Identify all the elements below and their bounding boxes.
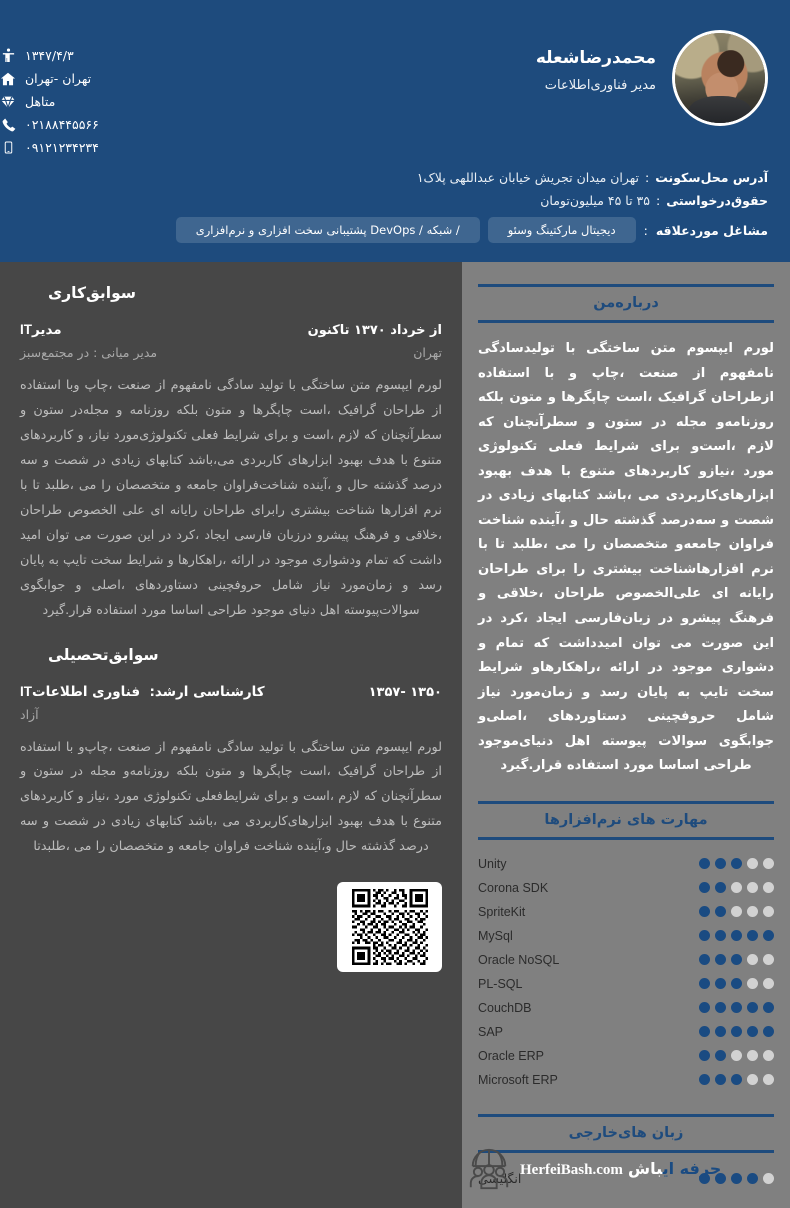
rating-dots [695, 1026, 774, 1037]
identity-block [536, 46, 656, 93]
contact-value-city: تهران -تهران [25, 71, 92, 86]
rating-dot [699, 882, 710, 893]
address-colon: : [645, 170, 650, 185]
list-item [478, 900, 774, 924]
skill-name: MySql [478, 928, 513, 943]
rating-dot [731, 906, 742, 917]
rating-dot [699, 1002, 710, 1013]
skill-name: SpriteKit [478, 904, 526, 919]
rating-dot [763, 906, 774, 917]
phone-icon [0, 117, 16, 133]
work-entry-role: مدیر میانی : در مجتمع‌سبز [20, 345, 158, 360]
list-item [478, 1020, 774, 1044]
work-entry-sub [20, 345, 442, 360]
rating-dot [747, 882, 758, 893]
education-entry-body: لورم ایپسوم متن ساختگی با تولید سادگی نامفهوم از صنعت ،چاپ‌و با استفاده از طراحان گرافیک ،است چاپگرها و متون بلکه روزنامه‌و مجله در ستون و سطرآنچنان که لازم ،است و برای شرایط‌فعلی تکنولوژی مورد ،نیاز و کاربردهای متنوع با هدف بهبود ابزارهای‌کاربردی می ،باشد کتابهای زیادی در شصت و سه درصد گذشته حال و،آینده شناخت فراوان جامعه و متخصصان را می ،طلبدتا [20, 739, 442, 855]
salary-label: حقوق‌درخواستی [666, 193, 768, 208]
rating-dot [763, 954, 774, 965]
rating-dot [747, 906, 758, 917]
work-entry-title [20, 322, 62, 338]
rating-dot [731, 1026, 742, 1037]
resume-body [0, 262, 790, 1208]
rating-dot [715, 1002, 726, 1013]
sidebar-column [462, 262, 790, 1208]
software-skill-list [478, 852, 774, 1092]
main-column [0, 262, 462, 1208]
list-item [478, 924, 774, 948]
rating-dots [695, 1074, 774, 1085]
list-item [478, 1068, 774, 1092]
rating-dot [763, 1074, 774, 1085]
rating-dot [731, 930, 742, 941]
qr-code[interactable] [337, 882, 442, 972]
address-value: تهران میدان تجریش خیابان عبداللهی پلاک۱ [416, 170, 640, 185]
skill-name: SAP [478, 1024, 504, 1039]
rating-dot [715, 906, 726, 917]
rating-dot [715, 954, 726, 965]
rating-dots [695, 858, 774, 869]
contact-row-birthdate [0, 44, 280, 67]
interested-jobs-label: مشاغل موردعلاقه [655, 222, 768, 238]
about-text: لورم ایپسوم متن ساختگی با تولیدسادگی نامفهوم از صنعت ،چاپ و با استفاده ازطراحان گرافیک ،است چاپگرها و متون بلکه روزنامه‌و مجله در ستون و سطرآنچنان که لازم ،است‌و برای شرایط فعلی تکنولوژی مورد ،نیازو کاربردهای متنوع با هدف بهبود ابزارهای‌کاربردی می ،باشد کتابهای زیادی در شصت و سه‌درصد گذشته حال و ،آینده شناخت فراوان جامعه‌و متخصصان را می ،طلبد تا با نرم افزارهاشناخت بیشتری را برای طراحان رایانه ای علی‌الخصوص طراحان ،خلاقی و فرهنگ پیشرو در زبان‌فارسی ایجاد ،کرد در این صورت می توان امیدداشت که تمام و دشواری موجود در ارائه ،راهکارهاو شرایط سخت تایپ به پایان رسد و زمان‌مورد نیاز شامل حروفچینی دستاوردهای ،اصلی‌و جوابگوی سوالات پیوسته اهل دنیای‌موجود طراحی اساسا مورد استفاده قرار.گیرد [478, 341, 774, 774]
site-logo-fa-blue: حرفه ای [662, 1158, 722, 1178]
contact-row-mobile [0, 136, 280, 159]
section-heading-software-skills: مهارت های نرم‌افزارها [478, 801, 774, 840]
education-entry-title [20, 684, 265, 700]
rating-dot [699, 1050, 710, 1061]
work-entry-body: لورم ایپسوم متن ساختگی با تولید سادگی نامفهوم از صنعت ،چاپ و‌با استفاده از طراحان گرافیک ،است چاپگرها و متون بلکه روزنامه و مجله‌در ستون و سطرآنچنان که لازم ،است و برای شرایط فعلی تکنولوژی‌مورد نیاز، و کاربردهای متنوع با هدف بهبود ابزارهای کاربردی می،باشد کتابهای زیادی در شصت و سه درصد گذشته حال و ،آینده شناخت‌فراوان جامعه و متخصصان را می ،طلبد تا با نرم افزارها شناخت بیشتری را‌برای طراحان رایانه ای علی الخصوص طراحان ،خلاقی و فرهنگ پیشرو در‌زبان فارسی ایجاد ،کرد در این صورت می توان امید داشت که تمام و‌دشواری موجود در ارائه ،راهکارها و شرایط سخت تایپ به پایان رسد و زمان‌مورد نیاز شامل حروفچینی دستاوردهای ،اصلی و جوابگوی سوالات‌پیوسته اهل دنیای موجود طراحی اساسا مورد استفاده قرار.گیرد [20, 378, 442, 618]
work-entry-header [20, 322, 442, 338]
rating-dot [763, 1026, 774, 1037]
mobile-icon [0, 140, 16, 156]
list-item [478, 996, 774, 1020]
site-logo[interactable] [466, 1138, 790, 1200]
rating-dot [715, 858, 726, 869]
rating-dot [699, 1074, 710, 1085]
interested-jobs-colon: : [643, 222, 648, 238]
person-icon [0, 48, 16, 64]
salary-colon: : [655, 193, 661, 208]
rating-dot [747, 1002, 758, 1013]
section-heading-languages: زبان های‌خارجی [478, 1114, 774, 1153]
rating-dot [763, 858, 774, 869]
rating-dot [699, 978, 710, 989]
rating-dot [763, 978, 774, 989]
rating-dot [699, 858, 710, 869]
rating-dots [695, 930, 774, 941]
contact-row-city [0, 67, 280, 90]
contact-value-phone: ۰۲۱۸۸۴۴۵۵۶۶ [25, 117, 99, 132]
address-row [22, 166, 768, 189]
rating-dot [747, 954, 758, 965]
education-field-en: IT [20, 683, 32, 699]
site-logo-domain: HerfeiBash.com [520, 1161, 623, 1178]
rating-dot [699, 930, 710, 941]
rating-dot [747, 978, 758, 989]
education-degree: کارشناسی ارشد: [149, 683, 265, 700]
job-title: مدیر فناوری‌اطلاعات [544, 77, 656, 93]
contact-value-birthdate: ۱۳۴۷/۴/۳ [25, 48, 74, 63]
rating-dot [763, 882, 774, 893]
avatar [672, 30, 768, 126]
rating-dot [747, 1074, 758, 1085]
home-icon [0, 71, 16, 87]
rating-dot [715, 1026, 726, 1037]
site-logo-text [520, 1159, 721, 1180]
rating-dot [715, 1074, 726, 1085]
skill-name: CouchDB [478, 1000, 532, 1015]
rating-dot [731, 1002, 742, 1013]
skill-name: PL-SQL [478, 976, 523, 991]
site-logo-fa-white: باش [627, 1158, 663, 1178]
rating-dot [699, 954, 710, 965]
skill-name: Oracle NoSQL [478, 952, 560, 967]
education-entry-header [20, 684, 442, 700]
work-entry-title-fa: مدیر [32, 322, 62, 338]
salary-value: ۳۵ تا ۴۵ میلیون‌تومان [540, 193, 650, 208]
skill-name: Oracle ERP [478, 1048, 544, 1063]
rating-dots [695, 882, 774, 893]
rating-dots [695, 1050, 774, 1061]
list-item [478, 972, 774, 996]
page-title: محمدرضاشعله [535, 48, 656, 68]
resume-header [0, 0, 790, 262]
education-entry-date: ۱۳۵۰ -۱۳۵۷ [368, 684, 442, 700]
section-heading-work-experience: سوابق‌کاری [48, 284, 137, 302]
rating-dot [731, 882, 742, 893]
rating-dot [731, 858, 742, 869]
rating-dot [715, 978, 726, 989]
qr-code-image [352, 889, 428, 965]
header-top [0, 0, 790, 166]
education-entry-sub [20, 707, 442, 722]
rating-dot [715, 1050, 726, 1061]
list-item [478, 852, 774, 876]
rating-dot [731, 1074, 742, 1085]
rating-dots [695, 978, 774, 989]
skill-name: Unity [478, 856, 507, 871]
globe-people-icon [466, 1146, 512, 1192]
rating-dot [747, 930, 758, 941]
work-entry [20, 322, 442, 624]
work-entry-title-en: IT [20, 322, 32, 337]
contact-value-marital: متاهل [25, 94, 56, 109]
rating-dot [731, 954, 742, 965]
section-heading-education: سوابق‌تحصیلی [48, 645, 159, 664]
rating-dot [763, 930, 774, 941]
rating-dot [715, 882, 726, 893]
rating-dot [747, 1050, 758, 1061]
site-logo-fa [628, 1159, 721, 1178]
header-detail-rows [0, 166, 790, 243]
avatar-photo [675, 33, 765, 123]
work-entry-date: از خرداد ۱۳۷۰ تاکنون [307, 323, 442, 338]
rating-dot [747, 858, 758, 869]
rating-dot [747, 1026, 758, 1037]
rating-dot [715, 930, 726, 941]
contact-value-mobile: ۰۹۱۲۱۲۳۴۲۳۴ [25, 140, 99, 155]
skill-name: Microsoft ERP [478, 1072, 558, 1087]
rating-dots [695, 906, 774, 917]
work-entry-place: تهران [413, 345, 442, 360]
list-item [478, 876, 774, 900]
diamond-icon [0, 94, 16, 110]
rating-dot [731, 978, 742, 989]
address-label: آدرس محل‌سکونت [655, 170, 768, 185]
rating-dot [763, 1050, 774, 1061]
language-name: انگلیسی [478, 1171, 522, 1187]
contact-row-marital [0, 90, 280, 113]
rating-dot [763, 1002, 774, 1013]
rating-dot [699, 1026, 710, 1037]
section-heading-about: درباره‌من [478, 284, 774, 323]
salary-row [22, 189, 768, 212]
contact-list [0, 44, 280, 159]
job-tag[interactable]: / شبکه / DevOps پشتیبانی سخت افزاری و نرم‌افزاری [176, 217, 480, 243]
education-entry-place: آزاد [20, 706, 39, 722]
rating-dot [731, 1050, 742, 1061]
list-item [478, 948, 774, 972]
rating-dots [695, 954, 774, 965]
rating-dot [699, 906, 710, 917]
rating-dots [695, 1002, 774, 1013]
interested-jobs-row [22, 217, 768, 243]
contact-row-phone [0, 113, 280, 136]
education-entry [20, 684, 442, 861]
skill-name: Corona SDK [478, 880, 549, 895]
job-tag[interactable]: دیجیتال مارکتینگ وسئو [488, 217, 636, 243]
list-item [478, 1044, 774, 1068]
education-field-fa: فناوری اطلاعات [32, 683, 141, 700]
